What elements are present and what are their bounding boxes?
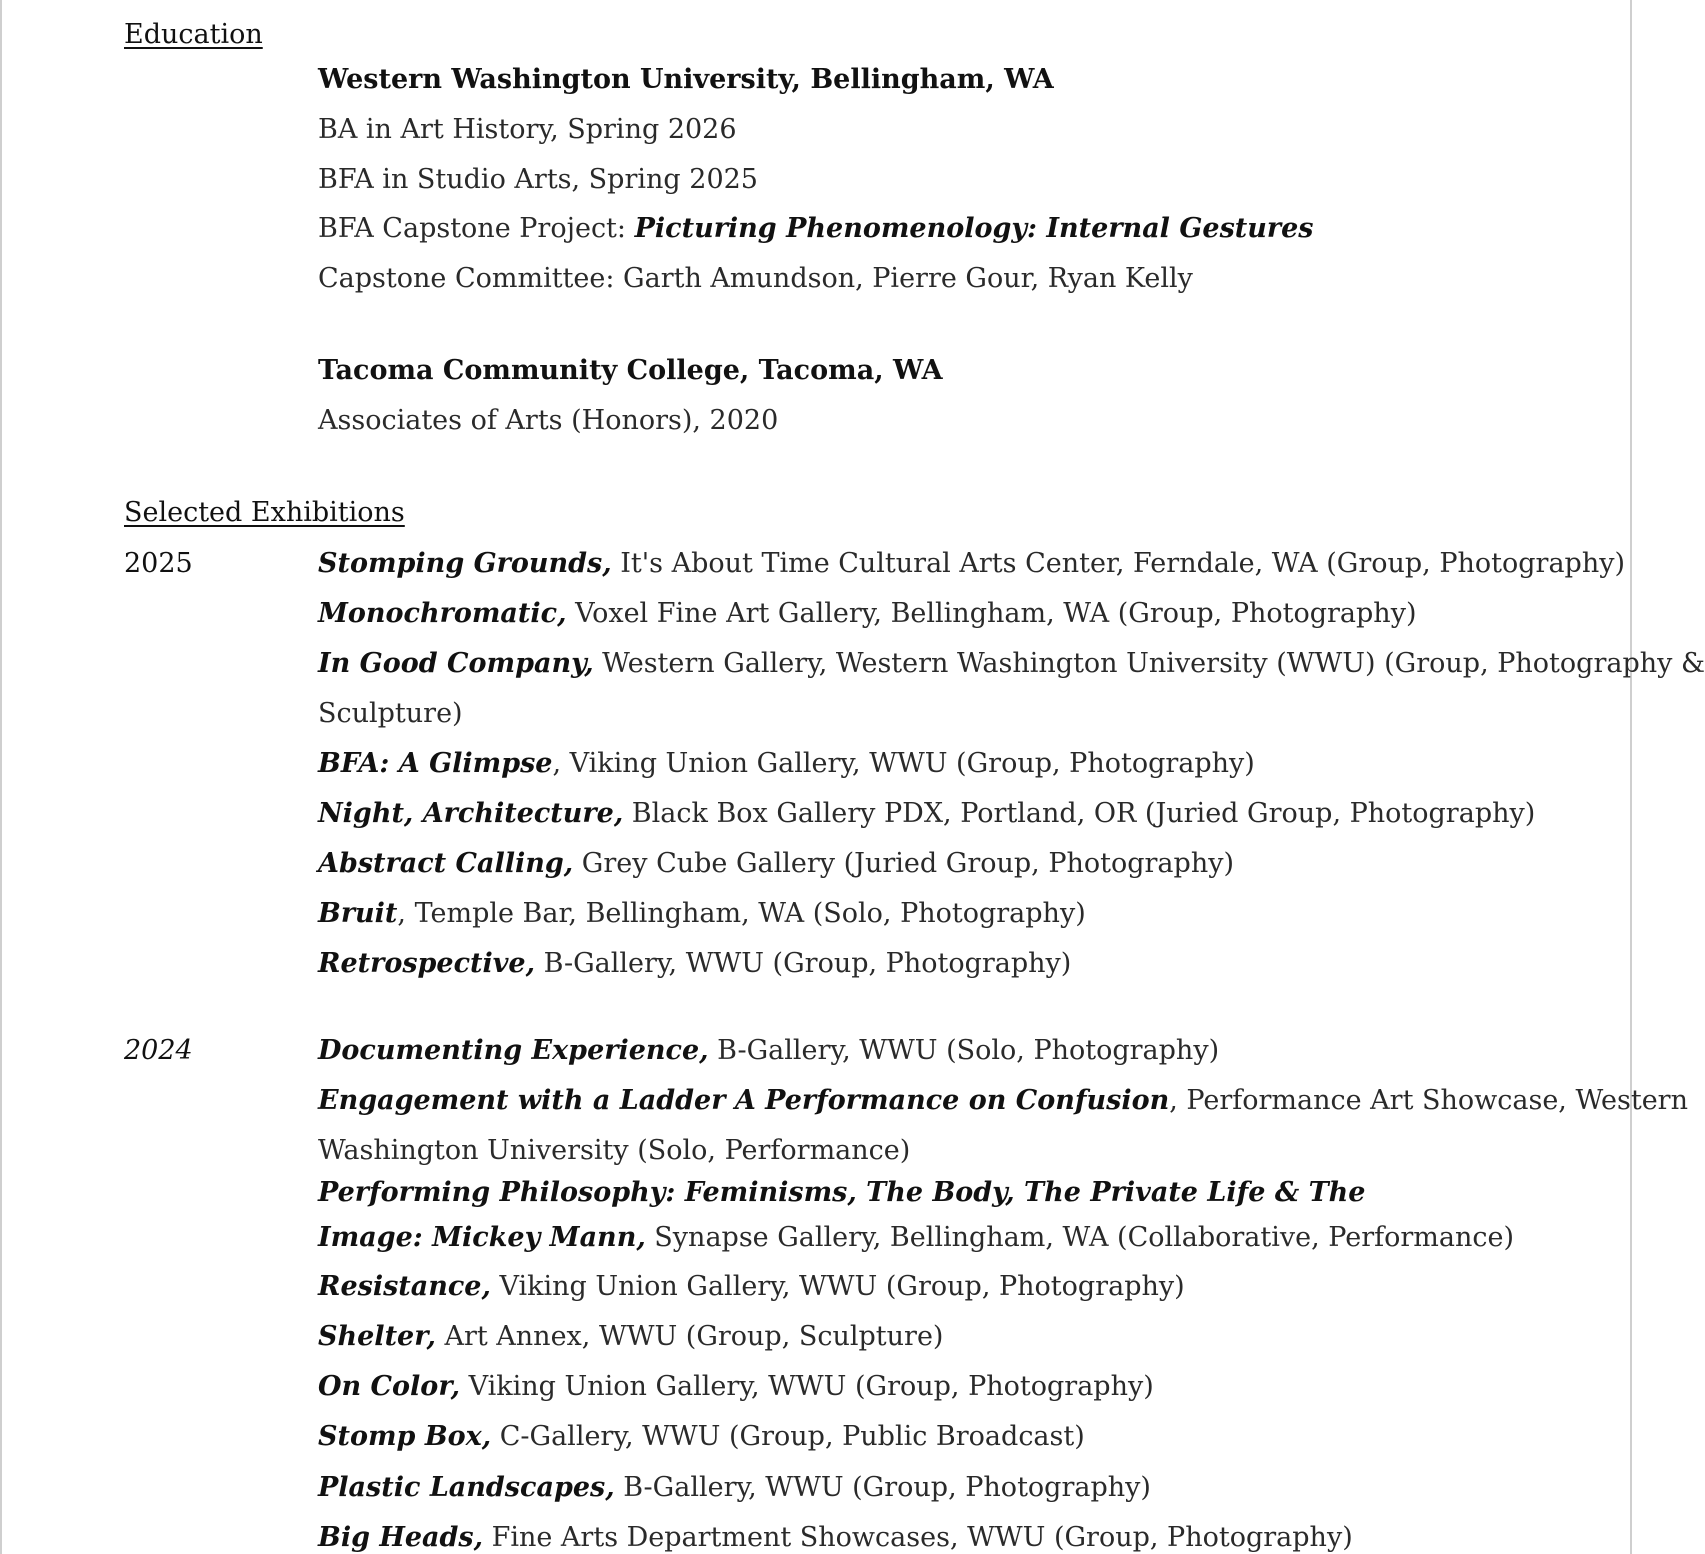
exhibition-item: On Color, Viking Union Gallery, WWU (Group, Photography) xyxy=(318,1371,1154,1402)
year-2025: 2025 xyxy=(124,548,193,579)
exhibition-item: Plastic Landscapes, B-Gallery, WWU (Group, Photography) xyxy=(318,1472,1151,1503)
exhibition-item-continuation: Washington University (Solo, Performance) xyxy=(318,1135,911,1166)
tcc-degree: Associates of Arts (Honors), 2020 xyxy=(318,405,779,436)
exhibition-item: In Good Company, Western Gallery, Western Washington University (WWU) (Group, Photography & xyxy=(318,648,1705,679)
exhibition-item: Big Heads, Fine Arts Department Showcases, WWU (Group, Photography) xyxy=(318,1522,1353,1553)
exhibition-item: Abstract Calling, Grey Cube Gallery (Juried Group, Photography) xyxy=(318,848,1234,879)
wwu-bfa: BFA in Studio Arts, Spring 2025 xyxy=(318,164,758,195)
exhibition-item: Engagement with a Ladder A Performance on Confusion, Performance Art Showcase, Western xyxy=(318,1085,1688,1116)
year-2024: 2024 xyxy=(124,1035,193,1066)
wwu-capstone xyxy=(318,215,1313,242)
exhibition-item: Image: Mickey Mann, Synapse Gallery, Bellingham, WA (Collaborative, Performance) xyxy=(318,1222,1514,1253)
exhibition-item: Monochromatic, Voxel Fine Art Gallery, Bellingham, WA (Group, Photography) xyxy=(318,598,1417,629)
exhibition-item: Resistance, Viking Union Gallery, WWU (Group, Photography) xyxy=(318,1271,1185,1302)
education-heading: Education xyxy=(124,19,263,50)
exhibition-item: Shelter, Art Annex, WWU (Group, Sculpture) xyxy=(318,1321,944,1352)
exhibition-item: Bruit, Temple Bar, Bellingham, WA (Solo, Photography) xyxy=(318,898,1086,929)
exhibitions-heading: Selected Exhibitions xyxy=(124,497,405,528)
exhibition-item: Stomping Grounds, It's About Time Cultural Arts Center, Ferndale, WA (Group, Photography) xyxy=(318,548,1625,579)
wwu-ba: BA in Art History, Spring 2026 xyxy=(318,114,737,145)
exhibition-item: Retrospective, B-Gallery, WWU (Group, Photography) xyxy=(318,948,1072,979)
exhibition-item-continuation: Sculpture) xyxy=(318,698,463,729)
exhibition-item: Stomp Box, C-Gallery, WWU (Group, Public Broadcast) xyxy=(318,1421,1085,1452)
tcc-name: Tacoma Community College, Tacoma, WA xyxy=(318,355,943,386)
exhibition-item: BFA: A Glimpse, Viking Union Gallery, WWU (Group, Photography) xyxy=(318,748,1255,779)
wwu-committee: Capstone Committee: Garth Amundson, Pierre Gour, Ryan Kelly xyxy=(318,263,1193,294)
capstone-title: Picturing Phenomenology: Internal Gestures xyxy=(634,213,1314,244)
exhibition-item-title-line: Performing Philosophy: Feminisms, The Body, The Private Life & The xyxy=(318,1177,1366,1208)
capstone-label: BFA Capstone Project: xyxy=(318,213,635,244)
exhibition-item: Documenting Experience, B-Gallery, WWU (Solo, Photography) xyxy=(318,1035,1220,1066)
wwu-name: Western Washington University, Bellingham, WA xyxy=(318,64,1054,95)
exhibition-item: Night, Architecture, Black Box Gallery PDX, Portland, OR (Juried Group, Photography) xyxy=(318,798,1536,829)
